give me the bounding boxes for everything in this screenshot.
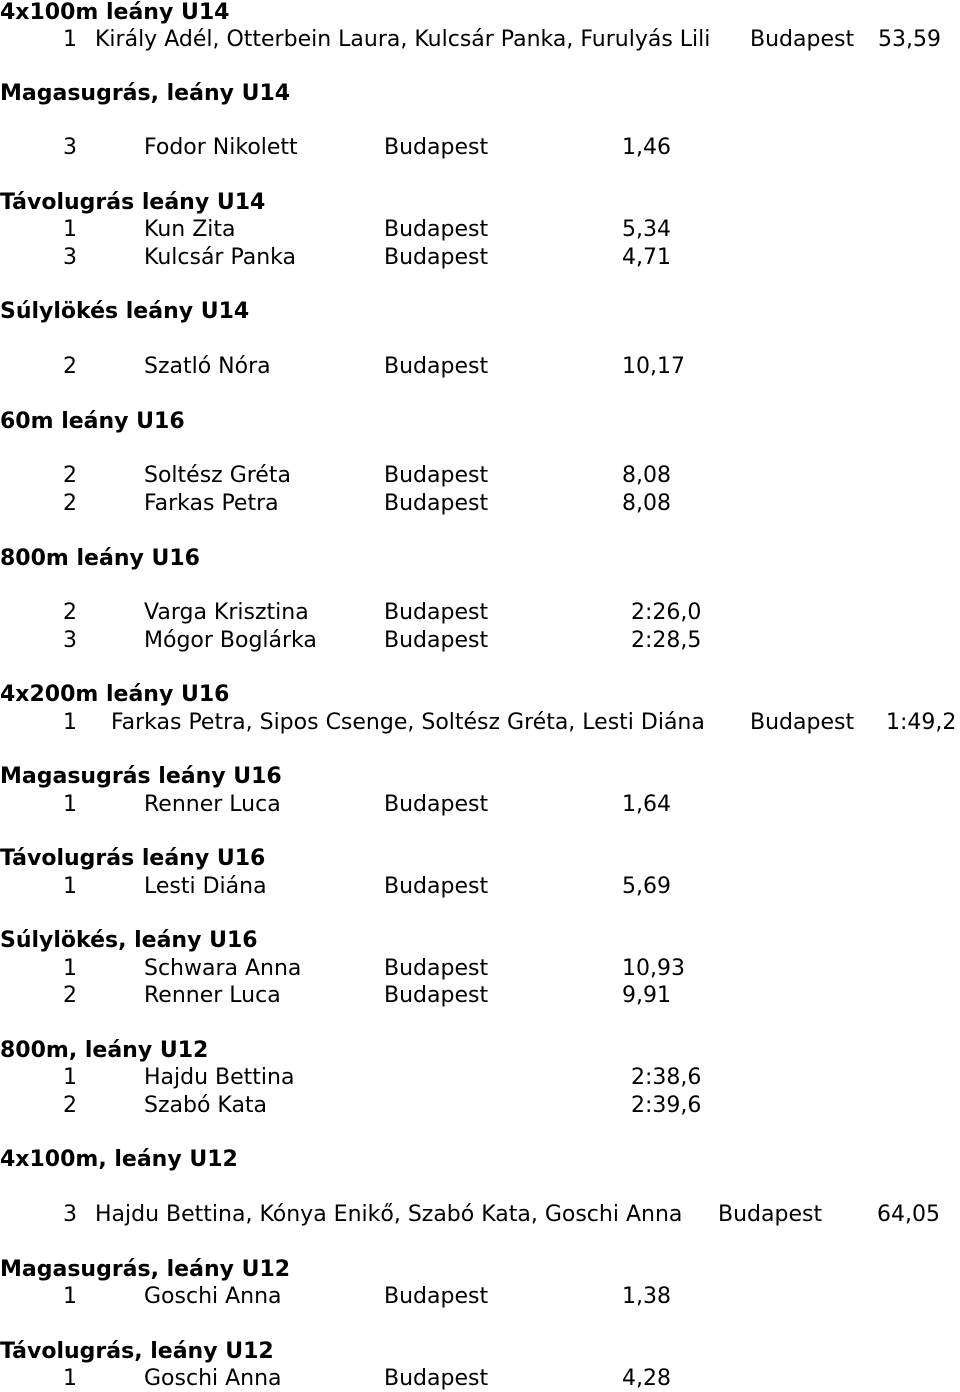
team: Budapest [384,792,489,817]
event-title: Távolugrás leány U16 [0,846,266,871]
rank: 2 [63,354,77,379]
relay-names: Farkas Petra, Sipos Csenge, Soltész Gréta, Lesti Diána [111,710,705,735]
athlete-name: Renner Luca [144,792,281,817]
rank: 1 [63,792,77,817]
rank: 2 [63,463,77,488]
event-title: Távolugrás, leány U12 [0,1339,274,1364]
event-title: Magasugrás, leány U14 [0,81,291,106]
rank: 1 [63,217,77,242]
team: Budapest [384,956,489,981]
athlete-name: Szatló Nóra [144,354,271,379]
athlete-name: Lesti Diána [144,874,267,899]
team: Budapest [384,628,489,653]
result: 1,64 [622,792,671,817]
team: Budapest [384,874,489,899]
result: 5,69 [622,874,671,899]
result: 9,91 [622,983,671,1008]
rank: 3 [63,1202,77,1227]
rank: 1 [63,710,77,735]
team: Budapest [384,217,489,242]
result: 1:49,2 [886,710,957,735]
event-title: 4x200m leány U16 [0,682,230,707]
team: Budapest [384,983,489,1008]
event-title: Súlylökés leány U14 [0,299,250,324]
rank: 1 [63,1366,77,1391]
result: 4,71 [622,245,671,270]
result: 8,08 [622,463,671,488]
team: Budapest [718,1202,823,1227]
rank: 2 [63,491,77,516]
result: 53,59 [878,27,941,52]
team: Budapest [384,135,489,160]
result: 4,28 [622,1366,671,1391]
athlete-name: Soltész Gréta [144,463,291,488]
result: 2:26,0 [631,600,702,625]
rank: 1 [63,1065,77,1090]
athlete-name: Schwara Anna [144,956,302,981]
result: 2:28,5 [631,628,702,653]
team: Budapest [750,710,855,735]
rank: 2 [63,600,77,625]
athlete-name: Mógor Boglárka [144,628,317,653]
athlete-name: Szabó Kata [144,1093,268,1118]
team: Budapest [384,1366,489,1391]
team: Budapest [384,463,489,488]
rank: 1 [63,874,77,899]
rank: 1 [63,956,77,981]
event-title: 800m, leány U12 [0,1038,209,1063]
team: Budapest [384,354,489,379]
event-title: Magasugrás, leány U12 [0,1257,291,1282]
result: 10,17 [622,354,685,379]
team: Budapest [384,1284,489,1309]
team: Budapest [384,245,489,270]
athlete-name: Farkas Petra [144,491,279,516]
rank: 3 [63,245,77,270]
team: Budapest [750,27,855,52]
event-title: 4x100m, leány U12 [0,1147,238,1172]
result: 8,08 [622,491,671,516]
event-title: Távolugrás leány U14 [0,190,266,215]
athlete-name: Kulcsár Panka [144,245,297,270]
rank: 2 [63,983,77,1008]
event-title: 800m leány U16 [0,546,200,571]
rank: 1 [63,27,77,52]
athlete-name: Hajdu Bettina [144,1065,295,1090]
athlete-name: Kun Zita [144,217,236,242]
result: 2:38,6 [631,1065,702,1090]
athlete-name: Fodor Nikolett [144,135,298,160]
result: 5,34 [622,217,671,242]
team: Budapest [384,600,489,625]
event-title: 4x100m leány U14 [0,0,230,25]
rank: 1 [63,1284,77,1309]
result: 1,38 [622,1284,671,1309]
result: 64,05 [877,1202,940,1227]
team: Budapest [384,491,489,516]
athlete-name: Goschi Anna [144,1284,282,1309]
rank: 3 [63,628,77,653]
rank: 2 [63,1093,77,1118]
athlete-name: Renner Luca [144,983,281,1008]
event-title: 60m leány U16 [0,409,185,434]
athlete-name: Goschi Anna [144,1366,282,1391]
relay-names: Hajdu Bettina, Kónya Enikő, Szabó Kata, Goschi Anna [95,1202,683,1227]
result: 2:39,6 [631,1093,702,1118]
result: 10,93 [622,956,685,981]
athlete-name: Varga Krisztina [144,600,309,625]
result: 1,46 [622,135,671,160]
rank: 3 [63,135,77,160]
event-title: Magasugrás leány U16 [0,764,282,789]
event-title: Súlylökés, leány U16 [0,928,258,953]
relay-names: Király Adél, Otterbein Laura, Kulcsár Panka, Furulyás Lili [95,27,711,52]
